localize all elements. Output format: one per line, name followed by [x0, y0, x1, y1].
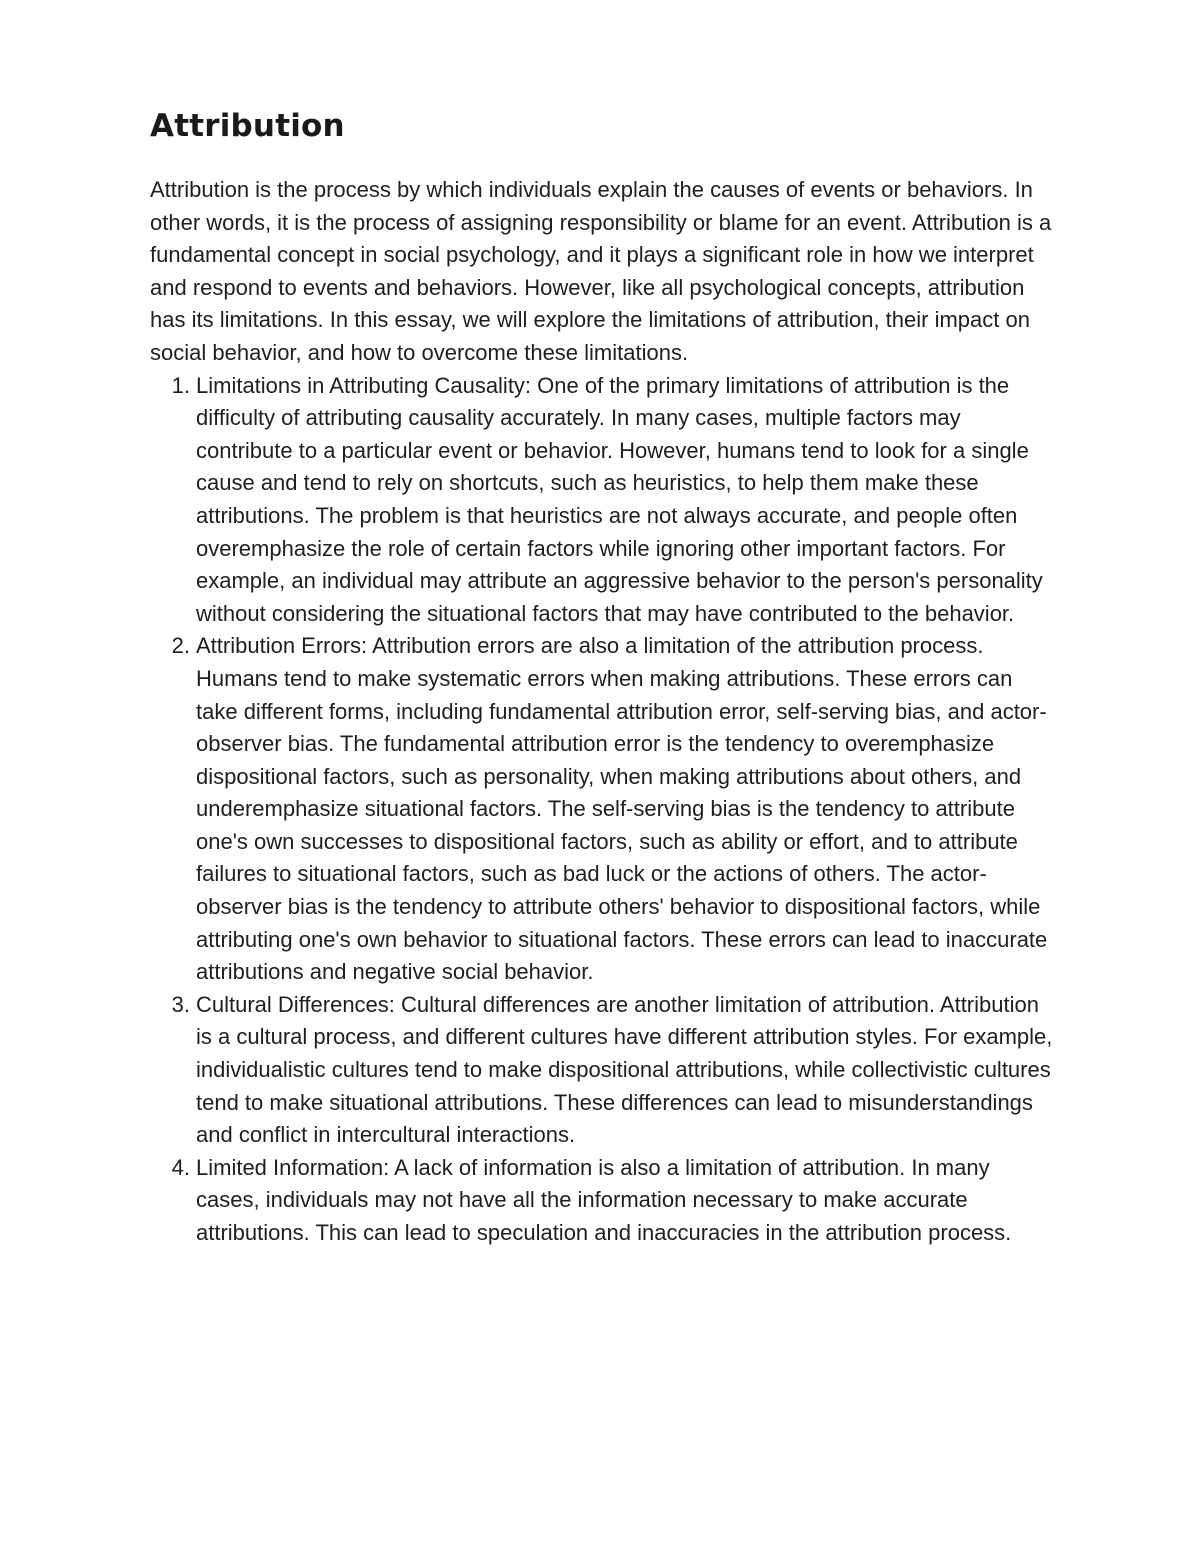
list-item	[150, 630, 1055, 989]
list-item-text: Cultural Differences: Cultural differences are another limitation of attribution. Attribution is a cultural process, and different cultures have different attribution styles. For example, individualistic cultures tend to make dispositional attributions, while collectivistic cultures tend to make situational attributions. These differences can lead to misunderstandings and conflict in intercultural interactions.	[196, 991, 1053, 1148]
list-item-number: 3.	[171, 991, 190, 1017]
document-title: Attribution	[150, 108, 345, 144]
list-item-number: 2.	[171, 633, 190, 659]
intro-paragraph: Attribution is the process by which individuals explain the causes of events or behaviors. In other words, it is the process of assigning responsibility or blame for an event. Attribution is a fundamental concept in social psychology, and it plays a significant role in how we interpret and respond to events and behaviors. However, like all psychological concepts, attribution has its limitations. In this essay, we will explore the limitations of attribution, their impact on social behavior, and how to overcome these limitations.	[150, 177, 1052, 365]
list-item-number: 1.	[171, 372, 190, 398]
list-item	[150, 989, 1055, 1152]
list-item	[150, 1152, 1055, 1250]
list-item-text: Limited Information: A lack of information is also a limitation of attribution. In many cases, individuals may not have all the information necessary to make accurate attributions. This can lead to speculation and inaccuracies in the attribution process.	[196, 1154, 1012, 1245]
list-item-number: 4.	[171, 1154, 190, 1180]
document-page	[150, 106, 1055, 1250]
limitations-list	[150, 370, 1055, 1250]
list-item-text: Attribution Errors: Attribution errors are also a limitation of the attribution process. Humans tend to make systematic errors when making attributions. These errors can take different forms, including fundamental attribution error, self-serving bias, and actor-observer bias. The fundamental attribution error is the tendency to overemphasize dispositional factors, such as personality, when making attributions about others, and underemphasize situational factors. The self-serving bias is the tendency to attribute one's own successes to dispositional factors, such as ability or effort, and to attribute failures to situational factors, such as bad luck or the actions of others. The actor-observer bias is the tendency to attribute others' behavior to dispositional factors, while attributing one's own behavior to situational factors. These errors can lead to inaccurate attributions and negative social behavior.	[196, 633, 1048, 985]
list-item-text: Limitations in Attributing Causality: One of the primary limitations of attribution is the difficulty of attributing causality accurately. In many cases, multiple factors may contribute to a particular event or behavior. However, humans tend to look for a single cause and tend to rely on shortcuts, such as heuristics, to help them make these attributions. The problem is that heuristics are not always accurate, and people often overemphasize the role of certain factors while ignoring other important factors. For example, an individual may attribute an aggressive behavior to the person's personality without considering the situational factors that may have contributed to the behavior.	[196, 372, 1043, 626]
list-item	[150, 370, 1055, 631]
